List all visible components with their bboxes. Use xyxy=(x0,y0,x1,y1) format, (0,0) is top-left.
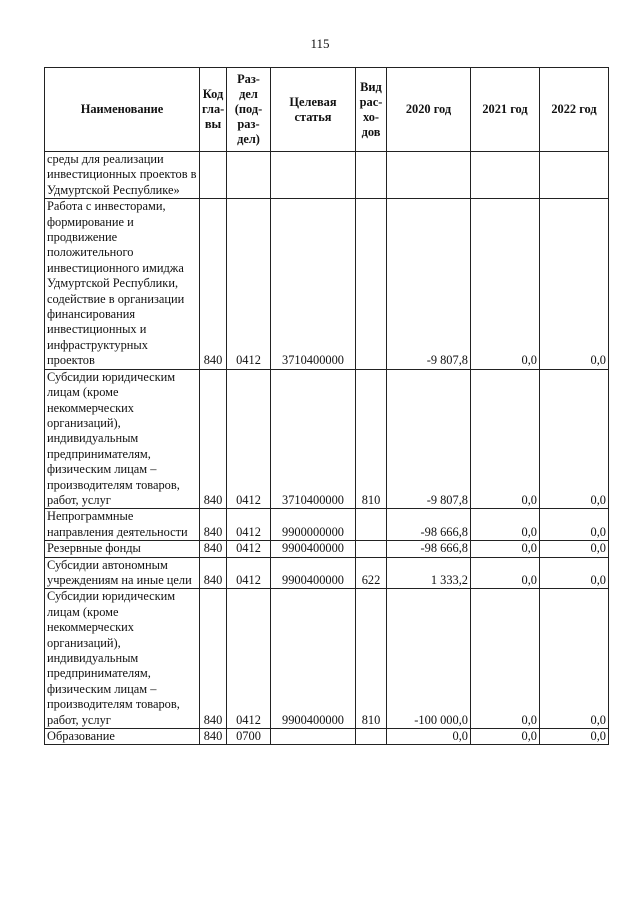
row-section: 0412 xyxy=(227,541,271,557)
header-section: Раз- дел (под- раз- дел) xyxy=(227,68,271,152)
row-expense: 810 xyxy=(356,369,387,509)
row-2022: 0,0 xyxy=(540,369,609,509)
row-section: 0412 xyxy=(227,509,271,541)
header-chapter-code: Код гла- вы xyxy=(200,68,227,152)
header-expense-type: Вид рас- хо- дов xyxy=(356,68,387,152)
table-row xyxy=(45,589,609,729)
row-2022: 0,0 xyxy=(540,589,609,729)
table-row xyxy=(45,541,609,557)
header-row xyxy=(45,68,609,152)
row-2021: 0,0 xyxy=(471,541,540,557)
table-row xyxy=(45,509,609,541)
row-name: Субсидии юридическим лицам (кроме некоммерческих организаций), индивидуальным предпринимателям, физическим лицам – производителям товаров, работ, услуг xyxy=(45,369,200,509)
header-name: Наименование xyxy=(45,68,200,152)
row-2020: -100 000,0 xyxy=(387,589,471,729)
row-2020: -9 807,8 xyxy=(387,199,471,369)
row-name: Субсидии автономным учреждениям на иные цели xyxy=(45,557,200,589)
row-target: 9900400000 xyxy=(271,541,356,557)
row-name: среды для реализации инвестиционных проектов в Удмуртской Республике» xyxy=(45,152,200,199)
row-2021: 0,0 xyxy=(471,589,540,729)
row-2022: 0,0 xyxy=(540,509,609,541)
row-section xyxy=(227,152,271,199)
row-target xyxy=(271,152,356,199)
row-2022: 0,0 xyxy=(540,729,609,745)
row-target: 3710400000 xyxy=(271,369,356,509)
row-target: 3710400000 xyxy=(271,199,356,369)
row-name: Резервные фонды xyxy=(45,541,200,557)
row-name: Субсидии юридическим лицам (кроме некоммерческих организаций), индивидуальным предпринимателям, физическим лицам – производителям товаров, работ, услуг xyxy=(45,589,200,729)
row-expense xyxy=(356,199,387,369)
row-name: Непрограммные направления деятельности xyxy=(45,509,200,541)
row-2022: 0,0 xyxy=(540,199,609,369)
row-chapter: 840 xyxy=(200,509,227,541)
row-2020: 0,0 xyxy=(387,729,471,745)
row-target xyxy=(271,729,356,745)
header-target-article: Целевая статья xyxy=(271,68,356,152)
row-target: 9900400000 xyxy=(271,557,356,589)
row-2020: -98 666,8 xyxy=(387,541,471,557)
row-section: 0700 xyxy=(227,729,271,745)
row-section: 0412 xyxy=(227,369,271,509)
row-section: 0412 xyxy=(227,199,271,369)
header-year-2022: 2022 год xyxy=(540,68,609,152)
row-expense xyxy=(356,152,387,199)
table-row xyxy=(45,199,609,369)
row-2021: 0,0 xyxy=(471,369,540,509)
budget-table xyxy=(44,67,609,745)
row-chapter: 840 xyxy=(200,369,227,509)
row-2021: 0,0 xyxy=(471,729,540,745)
table-row xyxy=(45,152,609,199)
row-2022: 0,0 xyxy=(540,541,609,557)
row-2021: 0,0 xyxy=(471,509,540,541)
header-year-2020: 2020 год xyxy=(387,68,471,152)
row-chapter: 840 xyxy=(200,199,227,369)
row-chapter: 840 xyxy=(200,557,227,589)
row-expense: 810 xyxy=(356,589,387,729)
row-target: 9900000000 xyxy=(271,509,356,541)
row-expense xyxy=(356,509,387,541)
table-row xyxy=(45,557,609,589)
row-chapter: 840 xyxy=(200,729,227,745)
page-number: 115 xyxy=(310,36,330,51)
row-2021: 0,0 xyxy=(471,557,540,589)
row-expense xyxy=(356,729,387,745)
row-2020: 1 333,2 xyxy=(387,557,471,589)
row-chapter: 840 xyxy=(200,589,227,729)
row-name: Образование xyxy=(45,729,200,745)
row-target: 9900400000 xyxy=(271,589,356,729)
row-section: 0412 xyxy=(227,589,271,729)
row-chapter: 840 xyxy=(200,541,227,557)
row-expense: 622 xyxy=(356,557,387,589)
row-2022: 0,0 xyxy=(540,557,609,589)
row-2020: -98 666,8 xyxy=(387,509,471,541)
row-2022 xyxy=(540,152,609,199)
row-name: Работа с инвесторами, формирование и продвижение положительного инвестиционного имиджа Удмуртской Республики, содействие в организации финансирования инвестиционных и инфраструктурных проектов xyxy=(45,199,200,369)
row-expense xyxy=(356,541,387,557)
row-2020: -9 807,8 xyxy=(387,369,471,509)
row-chapter xyxy=(200,152,227,199)
header-year-2021: 2021 год xyxy=(471,68,540,152)
row-section: 0412 xyxy=(227,557,271,589)
table-row xyxy=(45,729,609,745)
row-2021: 0,0 xyxy=(471,199,540,369)
row-2020 xyxy=(387,152,471,199)
row-2021 xyxy=(471,152,540,199)
table-row xyxy=(45,369,609,509)
